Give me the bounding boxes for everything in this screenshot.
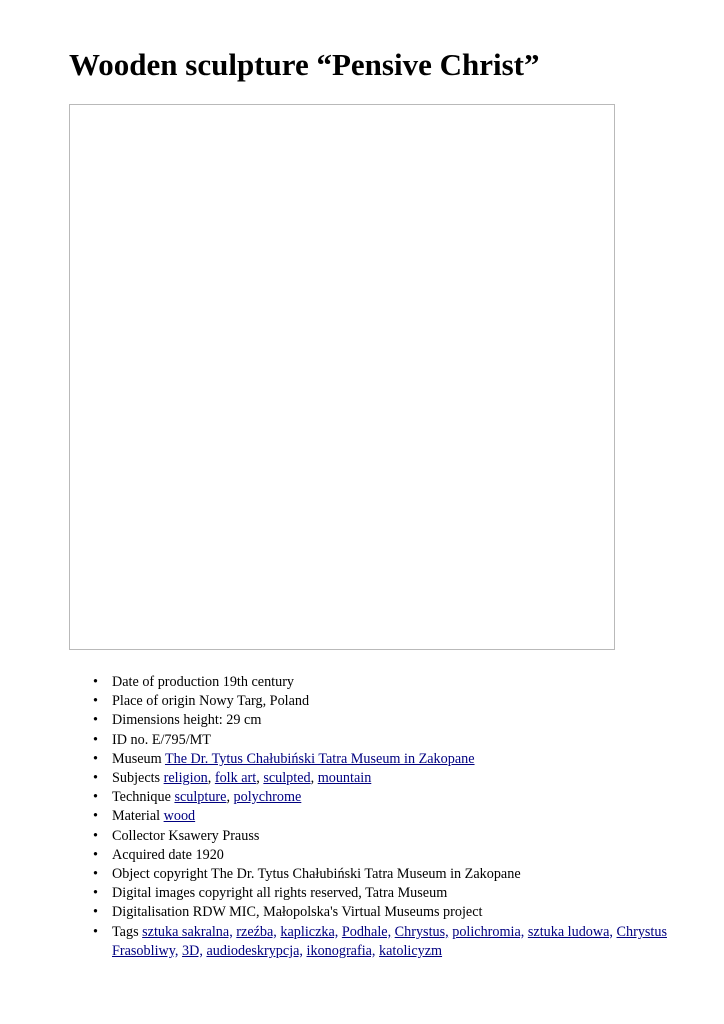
sculpture-image-placeholder	[69, 104, 615, 650]
list-item-subjects: • Subjects religion, folk art, sculpted, mountain	[69, 769, 709, 788]
object-copyright-value: The Dr. Tytus Chałubiński Tatra Museum in Zakopane	[211, 866, 521, 883]
museum-label: Museum	[112, 750, 162, 767]
technique-link-polychrome[interactable]: polychrome	[233, 789, 302, 806]
origin-label: Place of origin	[112, 693, 196, 710]
metadata-list	[69, 673, 709, 961]
technique-label: Technique	[112, 789, 171, 806]
acquired-value: 1920	[195, 846, 224, 863]
list-item-tags	[69, 923, 709, 961]
list-item-acquired	[69, 846, 709, 865]
tag-link[interactable]: rzeźba,	[236, 923, 277, 940]
tag-link[interactable]: ikonografia,	[306, 942, 376, 959]
subject-link-sculpted[interactable]: sculpted	[263, 770, 311, 787]
subject-link-religion[interactable]: religion	[163, 770, 208, 787]
date-label: Date of production	[112, 674, 220, 690]
collector-value: Ksawery Prauss	[168, 827, 260, 844]
tag-link[interactable]: Chrystus,	[394, 923, 449, 940]
id-label: ID no.	[112, 731, 149, 748]
list-item-museum	[69, 750, 709, 769]
list-item-digitalisation	[69, 903, 709, 922]
tag-link[interactable]: polichromia,	[452, 923, 525, 940]
dimensions-value: height: 29 cm	[183, 712, 262, 729]
list-item-object-copyright	[69, 865, 709, 884]
subject-link-folk-art[interactable]: folk art	[214, 770, 257, 787]
subjects-label: Subjects	[112, 770, 161, 787]
material-link-wood[interactable]: wood	[163, 808, 196, 825]
id-value: E/795/MT	[151, 731, 211, 748]
collector-label: Collector	[112, 827, 165, 844]
subject-link-mountain[interactable]: mountain	[317, 770, 372, 787]
tag-link[interactable]: 3D,	[182, 942, 203, 959]
list-item-date	[69, 673, 709, 692]
tag-link[interactable]: sztuka ludowa,	[527, 923, 613, 940]
tag-link[interactable]: audiodeskrypcja,	[206, 942, 303, 959]
digitalisation-value: RDW MIC, Małopolska's Virtual Museums project	[192, 904, 483, 921]
origin-value: Nowy Targ, Poland	[199, 693, 310, 710]
images-copyright-label: Digital images copyright	[112, 885, 254, 902]
museum-link[interactable]: The Dr. Tytus Chałubiński Tatra Museum in Zakopane	[164, 750, 475, 767]
list-item-material	[69, 807, 709, 826]
technique-link-sculpture[interactable]: sculpture	[174, 789, 227, 806]
list-item-technique: • Technique sculpture, polychrome	[69, 788, 709, 807]
list-item-origin	[69, 692, 709, 711]
images-copyright-value: all rights reserved, Tatra Museum	[256, 885, 448, 902]
tag-link[interactable]: Chrystus Frasobliwy,	[112, 923, 667, 959]
tag-link[interactable]: sztuka sakralna,	[142, 923, 233, 940]
material-label: Material	[112, 808, 161, 825]
list-item-id	[69, 731, 709, 750]
tag-link[interactable]: Podhale,	[341, 923, 392, 940]
tag-link[interactable]: katolicyzm	[379, 942, 443, 959]
object-copyright-label: Object copyright	[112, 866, 208, 883]
digitalisation-label: Digitalisation	[112, 904, 190, 921]
page-title: Wooden sculpture “Pensive Christ”	[69, 47, 540, 82]
tags-label: Tags	[112, 923, 139, 940]
dimensions-label: Dimensions	[112, 712, 180, 729]
list-item-images-copyright	[69, 884, 709, 903]
date-value: 19th century	[222, 674, 295, 690]
list-item-dimensions	[69, 711, 709, 730]
list-item-collector	[69, 827, 709, 846]
tag-link[interactable]: kapliczka,	[280, 923, 339, 940]
acquired-label: Acquired date	[112, 846, 192, 863]
